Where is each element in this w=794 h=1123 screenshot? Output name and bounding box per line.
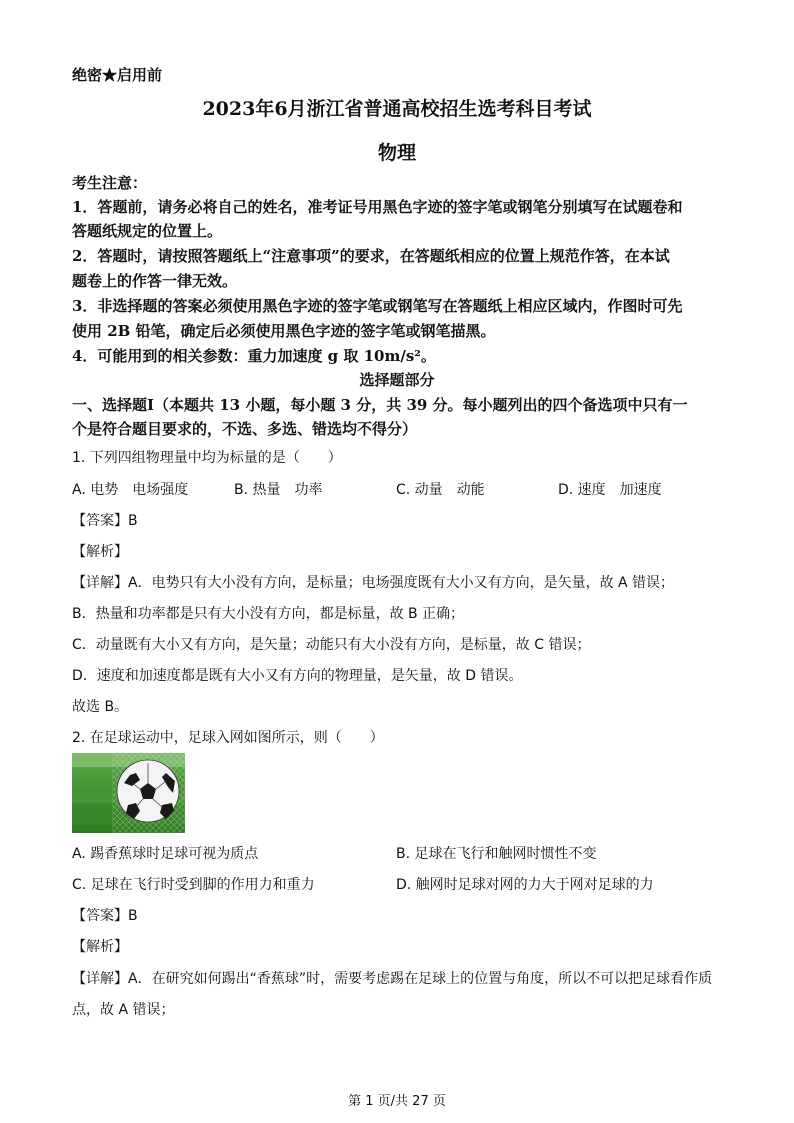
- q1-option-d: D. 速度 加速度: [558, 482, 662, 498]
- q1-option-a: A. 电势 电场强度: [72, 482, 189, 498]
- q1-stem: 1. 下列四组物理量中均为标量的是（ ）: [72, 450, 342, 466]
- q1-detail-line: 【详解】A．电势只有大小没有方向，是标量；电场强度既有大小又有方向，是矢量，故 A 错误；: [72, 575, 675, 591]
- notice-line: 4．可能用到的相关参数：重力加速度 g 取 10m/s²。: [72, 347, 436, 365]
- q2-detail-line: 【详解】A．在研究如何踢出“香蕉球”时，需要考虑踢在足球上的位置与角度，所以不可以把足球看作质: [72, 971, 713, 987]
- q2-option-b: B. 足球在飞行和触网时惯性不变: [396, 846, 597, 862]
- q1-detail-line: B．热量和功率都是只有大小没有方向，都是标量，故 B 正确；: [72, 606, 465, 622]
- q1-detail-line: 故选 B。: [72, 699, 129, 715]
- exam-title: 2023年6月浙江省普通高校招生选考科目考试: [202, 98, 592, 120]
- notice-line: 题卷上的作答一律无效。: [72, 272, 238, 290]
- q1-option-c: C. 动量 动能: [396, 482, 485, 498]
- notice-line: 1．答题前，请务必将自己的姓名，准考证号用黑色字迹的签字笔或钢笔分别填写在试题卷和: [72, 198, 683, 216]
- notice-heading: 考生注意：: [72, 174, 148, 192]
- subject-title: 物理: [377, 142, 416, 164]
- q1-option-b: B. 热量 功率: [234, 482, 323, 498]
- part-heading: 选择题部分: [359, 371, 435, 389]
- section-heading-cont: 个是符合题目要求的，不选、多选、错选均不得分）: [72, 420, 418, 438]
- q1-detail-line: C．动量既有大小又有方向，是矢量；动能只有大小没有方向，是标量，故 C 错误；: [72, 637, 591, 653]
- notice-line: 答题纸规定的位置上。: [72, 222, 223, 240]
- q1-analysis-label: 【解析】: [72, 544, 128, 560]
- notice-line: 2．答题时，请按照答题纸上“注意事项”的要求，在答题纸相应的位置上规范作答，在本试: [72, 247, 670, 265]
- confidential-label: 绝密★启用前: [72, 66, 163, 84]
- soccer-ball-icon: [72, 753, 185, 833]
- notice-line: 使用 2B 铅笔，确定后必须使用黑色字迹的签字笔或钢笔描黑。: [72, 322, 496, 340]
- q1-answer: 【答案】B: [72, 513, 138, 529]
- q2-answer: 【答案】B: [72, 908, 138, 924]
- q2-option-c: C. 足球在飞行时受到脚的作用力和重力: [72, 877, 315, 893]
- q1-detail-line: D．速度和加速度都是既有大小又有方向的物理量，是矢量，故 D 错误。: [72, 668, 523, 684]
- q2-option-a: A. 踢香蕉球时足球可视为质点: [72, 846, 259, 862]
- q2-analysis-label: 【解析】: [72, 939, 128, 955]
- q2-stem: 2. 在足球运动中，足球入网如图所示，则（ ）: [72, 730, 384, 746]
- notice-line: 3．非选择题的答案必须使用黑色字迹的签字笔或钢笔写在答题纸上相应区域内，作图时可先: [72, 297, 683, 315]
- page-footer: 第 1 页/共 27 页: [348, 1094, 446, 1109]
- soccer-ball-net-image: [72, 753, 185, 833]
- q2-detail-line-cont: 点，故 A 错误；: [72, 1002, 175, 1018]
- section-heading: 一、选择题Ⅰ（本题共 13 小题，每小题 3 分，共 39 分。每小题列出的四个备选项中只有一: [72, 396, 688, 414]
- q2-option-d: D. 触网时足球对网的力大于网对足球的力: [396, 877, 654, 893]
